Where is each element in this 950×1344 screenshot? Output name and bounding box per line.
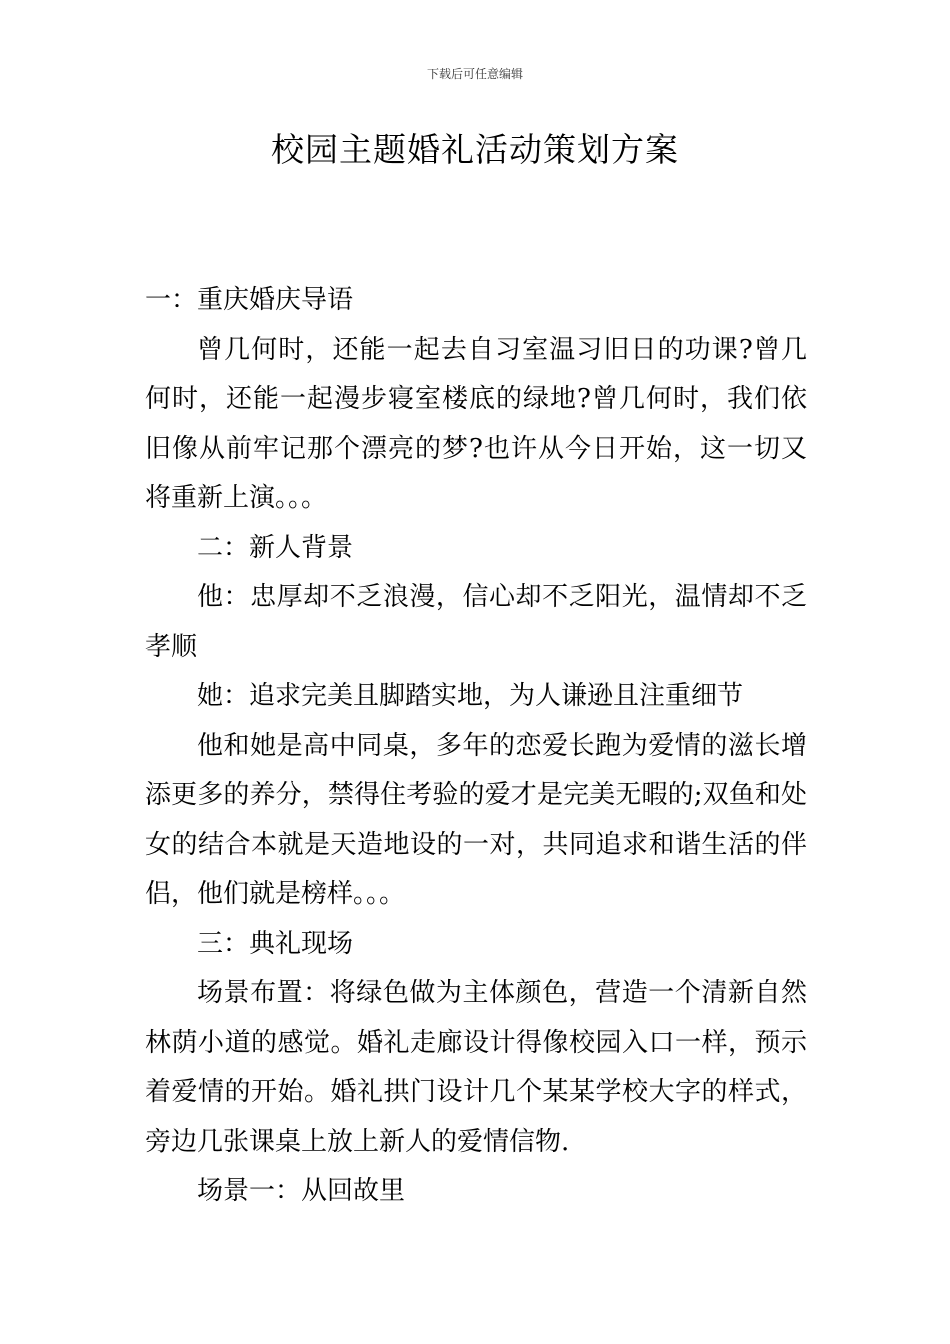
document-title: 校园主题婚礼活动策划方案	[271, 130, 679, 169]
paragraph-scene-one: 场景一：从回故里	[197, 1176, 406, 1206]
paragraph-bride: 她：追求完美且脚踏实地，为人谦逊且注重细节	[197, 681, 744, 711]
section-heading-intro: 一：重庆婚庆导语	[145, 285, 354, 315]
paragraph-couple-story: 他和她是高中同桌，多年的恋爱长跑为爱情的滋长增添更多的养分，禁得住考验的爱才是完美无暇的;双鱼和处女的结合本就是天造地设的一对，共同追求和谐生活的伴侣，他们就是榜样。。。	[145, 730, 807, 909]
section-heading-background: 二：新人背景	[197, 532, 354, 563]
paragraph-scene-layout: 场景布置：将绿色做为主体颜色，营造一个清新自然林荫小道的感觉。婚礼走廊设计得像校园入口一样，预示着爱情的开始。婚礼拱门设计几个某某学校大字的样式，旁边几张课桌上放上新人的爱情信物.	[145, 978, 807, 1157]
section-heading-ceremony: 三：典礼现场	[197, 928, 354, 959]
paragraph-groom: 他：忠厚却不乏浪漫，信心却不乏阳光，温情却不乏孝顺	[145, 582, 807, 662]
header-note: 下载后可任意编辑	[426, 67, 523, 81]
document-body	[145, 276, 807, 1217]
paragraph-intro: 曾几何时，还能一起去自习室温习旧日的功课?曾几何时，还能一起漫步寝室楼底的绿地?曾几何时，我们依旧像从前牢记那个漂亮的梦?也许从今日开始，这一切又将重新上演。。。	[145, 334, 807, 513]
